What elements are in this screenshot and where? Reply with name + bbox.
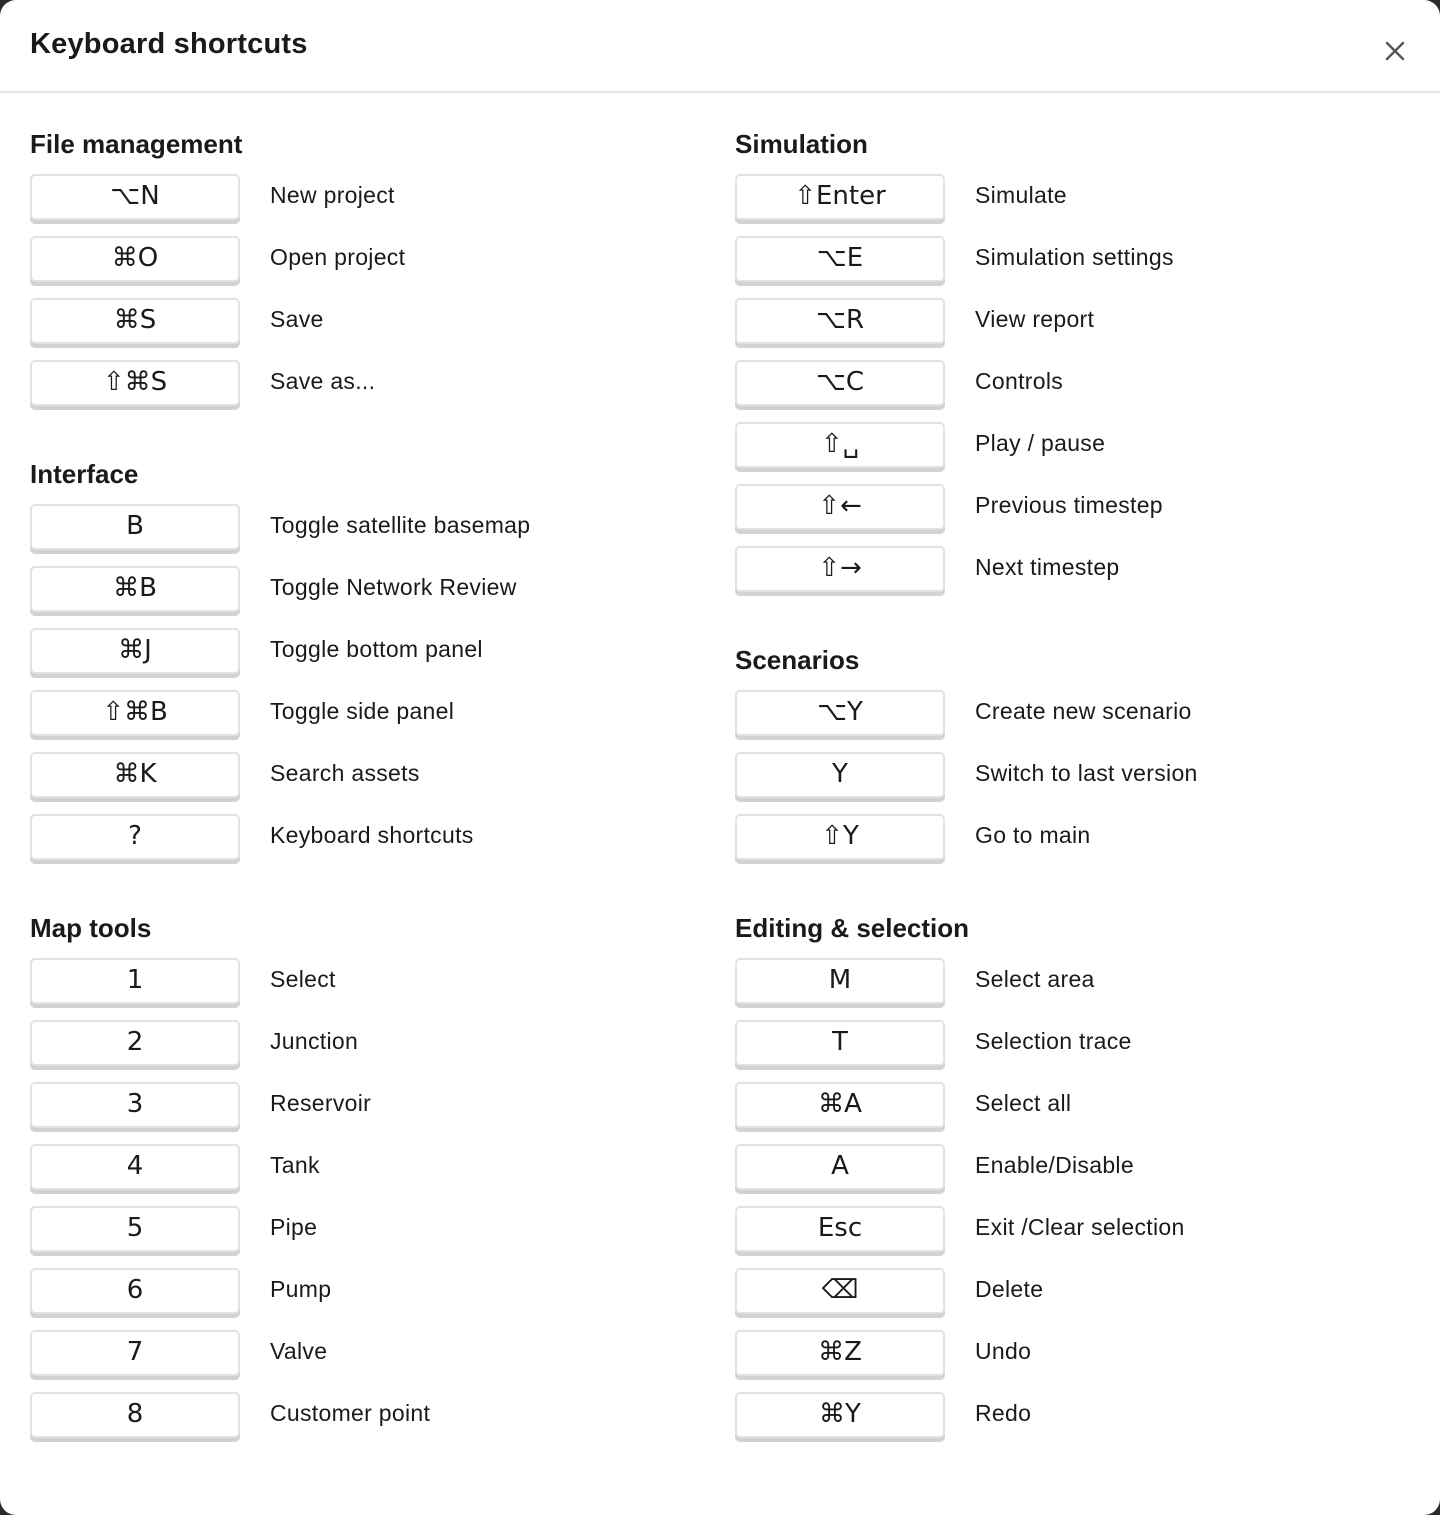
shortcut-row xyxy=(30,298,710,360)
shortcut-label: New project xyxy=(270,182,395,208)
shortcut-label: Save xyxy=(270,306,324,332)
dialog-header xyxy=(0,0,1440,93)
shortcut-key[interactable]: 2 xyxy=(30,1020,240,1066)
shortcut-row xyxy=(735,422,1415,484)
shortcut-label: Open project xyxy=(270,244,406,270)
shortcut-label: Toggle bottom panel xyxy=(270,636,483,662)
shortcut-row xyxy=(30,958,710,1020)
shortcut-key[interactable]: 8 xyxy=(30,1392,240,1438)
shortcut-key[interactable]: T xyxy=(735,1020,945,1066)
shortcut-row xyxy=(735,1330,1415,1392)
shortcut-key[interactable]: ⌥R xyxy=(735,298,945,344)
section-simulation xyxy=(735,126,1415,608)
shortcut-key[interactable]: 4 xyxy=(30,1144,240,1190)
section-title: Map tools xyxy=(30,913,152,943)
shortcut-row xyxy=(30,1330,710,1392)
section-map-tools xyxy=(30,910,710,1454)
shortcut-row xyxy=(30,1392,710,1454)
shortcut-key[interactable]: ⌘O xyxy=(30,236,240,282)
shortcut-key[interactable]: 6 xyxy=(30,1268,240,1314)
shortcut-row xyxy=(735,360,1415,422)
shortcut-label: Selection trace xyxy=(975,1028,1132,1054)
shortcut-label: Next timestep xyxy=(975,554,1120,580)
shortcut-row xyxy=(30,236,710,298)
shortcut-label: Junction xyxy=(270,1028,359,1054)
shortcut-label: Valve xyxy=(270,1338,328,1364)
shortcut-row xyxy=(30,504,710,566)
shortcut-row xyxy=(735,1144,1415,1206)
shortcut-key[interactable]: 1 xyxy=(30,958,240,1004)
shortcut-key[interactable]: ⇧⌘S xyxy=(30,360,240,406)
shortcut-row xyxy=(30,360,710,422)
shortcut-key[interactable]: ⌘J xyxy=(30,628,240,674)
shortcut-key[interactable]: ⇧␣ xyxy=(735,422,945,468)
shortcut-key[interactable]: ⌥Y xyxy=(735,690,945,736)
shortcut-label: Tank xyxy=(270,1152,320,1178)
shortcut-key[interactable]: ⌫ xyxy=(735,1268,945,1314)
shortcut-label: Play / pause xyxy=(975,430,1106,456)
shortcut-key[interactable]: M xyxy=(735,958,945,1004)
shortcut-key[interactable]: ⌘S xyxy=(30,298,240,344)
shortcut-label: Redo xyxy=(975,1400,1032,1426)
shortcut-row xyxy=(735,236,1415,298)
shortcut-row xyxy=(735,1392,1415,1454)
shortcut-label: Toggle side panel xyxy=(270,698,455,724)
dialog-title: Keyboard shortcuts xyxy=(30,28,308,60)
shortcut-row xyxy=(30,1082,710,1144)
shortcut-key[interactable]: ⌘Y xyxy=(735,1392,945,1438)
shortcut-row xyxy=(735,690,1415,752)
shortcut-label: Simulate xyxy=(975,182,1067,208)
shortcut-key[interactable]: Y xyxy=(735,752,945,798)
shortcut-row xyxy=(735,174,1415,236)
shortcut-key[interactable]: 3 xyxy=(30,1082,240,1128)
shortcut-label: Customer point xyxy=(270,1400,431,1426)
shortcut-key[interactable]: ⌘B xyxy=(30,566,240,612)
shortcut-row xyxy=(735,1020,1415,1082)
shortcut-label: Simulation settings xyxy=(975,244,1174,270)
shortcut-key[interactable]: Esc xyxy=(735,1206,945,1252)
shortcut-key[interactable]: ⌥C xyxy=(735,360,945,406)
shortcut-label: Go to main xyxy=(975,822,1091,848)
shortcut-row xyxy=(30,1268,710,1330)
section-title: Editing & selection xyxy=(735,913,970,943)
shortcut-label: View report xyxy=(975,306,1095,332)
shortcut-row xyxy=(735,1082,1415,1144)
shortcut-key[interactable]: 7 xyxy=(30,1330,240,1376)
shortcut-key[interactable]: ⇧→ xyxy=(735,546,945,592)
shortcut-row xyxy=(30,628,710,690)
shortcut-label: Undo xyxy=(975,1338,1032,1364)
shortcut-label: Reservoir xyxy=(270,1090,372,1116)
shortcut-row xyxy=(735,814,1415,876)
shortcut-key[interactable]: ⇧← xyxy=(735,484,945,530)
shortcut-key[interactable]: A xyxy=(735,1144,945,1190)
section-scenarios xyxy=(735,642,1415,876)
shortcut-label: Switch to last version xyxy=(975,760,1198,786)
shortcut-label: Pipe xyxy=(270,1214,318,1240)
shortcut-key[interactable]: ⌘A xyxy=(735,1082,945,1128)
section-title: File management xyxy=(30,129,243,159)
shortcut-key[interactable]: ⇧Enter xyxy=(735,174,945,220)
section-title: Simulation xyxy=(735,129,868,159)
shortcut-row xyxy=(30,174,710,236)
shortcut-label: Select all xyxy=(975,1090,1072,1116)
shortcut-label: Exit /Clear selection xyxy=(975,1214,1185,1240)
shortcut-key[interactable]: 5 xyxy=(30,1206,240,1252)
shortcut-label: Save as... xyxy=(270,368,376,394)
shortcut-label: Pump xyxy=(270,1276,332,1302)
shortcut-row xyxy=(30,566,710,628)
shortcut-row xyxy=(30,1206,710,1268)
shortcut-row xyxy=(735,958,1415,1020)
shortcut-label: Keyboard shortcuts xyxy=(270,822,474,848)
shortcut-label: Create new scenario xyxy=(975,698,1192,724)
section-title: Interface xyxy=(30,459,139,489)
shortcut-label: Select xyxy=(270,966,336,992)
shortcut-row xyxy=(735,1206,1415,1268)
shortcut-key[interactable]: ⌥E xyxy=(735,236,945,282)
shortcut-label: Delete xyxy=(975,1276,1044,1302)
shortcut-key[interactable]: ⇧Y xyxy=(735,814,945,860)
shortcut-row xyxy=(30,1144,710,1206)
shortcut-label: Enable/Disable xyxy=(975,1152,1134,1178)
shortcut-row xyxy=(735,1268,1415,1330)
shortcut-row xyxy=(735,546,1415,608)
shortcut-row xyxy=(735,484,1415,546)
close-icon xyxy=(1378,34,1412,68)
shortcut-key[interactable]: ⌘Z xyxy=(735,1330,945,1376)
shortcut-label: Select area xyxy=(975,966,1095,992)
shortcut-row xyxy=(735,752,1415,814)
section-title: Scenarios xyxy=(735,645,860,675)
section-interface xyxy=(30,456,710,876)
close-button[interactable] xyxy=(1378,34,1412,68)
shortcut-label: Controls xyxy=(975,368,1064,394)
shortcut-row xyxy=(30,752,710,814)
shortcut-label: Toggle satellite basemap xyxy=(270,512,531,538)
shortcut-row xyxy=(30,1020,710,1082)
shortcut-row xyxy=(735,298,1415,360)
shortcut-label: Previous timestep xyxy=(975,492,1163,518)
shortcut-key[interactable]: B xyxy=(30,504,240,550)
shortcut-label: Search assets xyxy=(270,760,420,786)
shortcut-row xyxy=(30,814,710,876)
shortcut-key[interactable]: ⇧⌘B xyxy=(30,690,240,736)
shortcut-row xyxy=(30,690,710,752)
section-editing-selection xyxy=(735,910,1415,1454)
shortcut-label: Toggle Network Review xyxy=(270,574,517,600)
shortcut-key[interactable]: ⌘K xyxy=(30,752,240,798)
shortcut-key[interactable]: ⌥N xyxy=(30,174,240,220)
section-file-management xyxy=(30,126,710,422)
shortcut-key[interactable]: ? xyxy=(30,814,240,860)
